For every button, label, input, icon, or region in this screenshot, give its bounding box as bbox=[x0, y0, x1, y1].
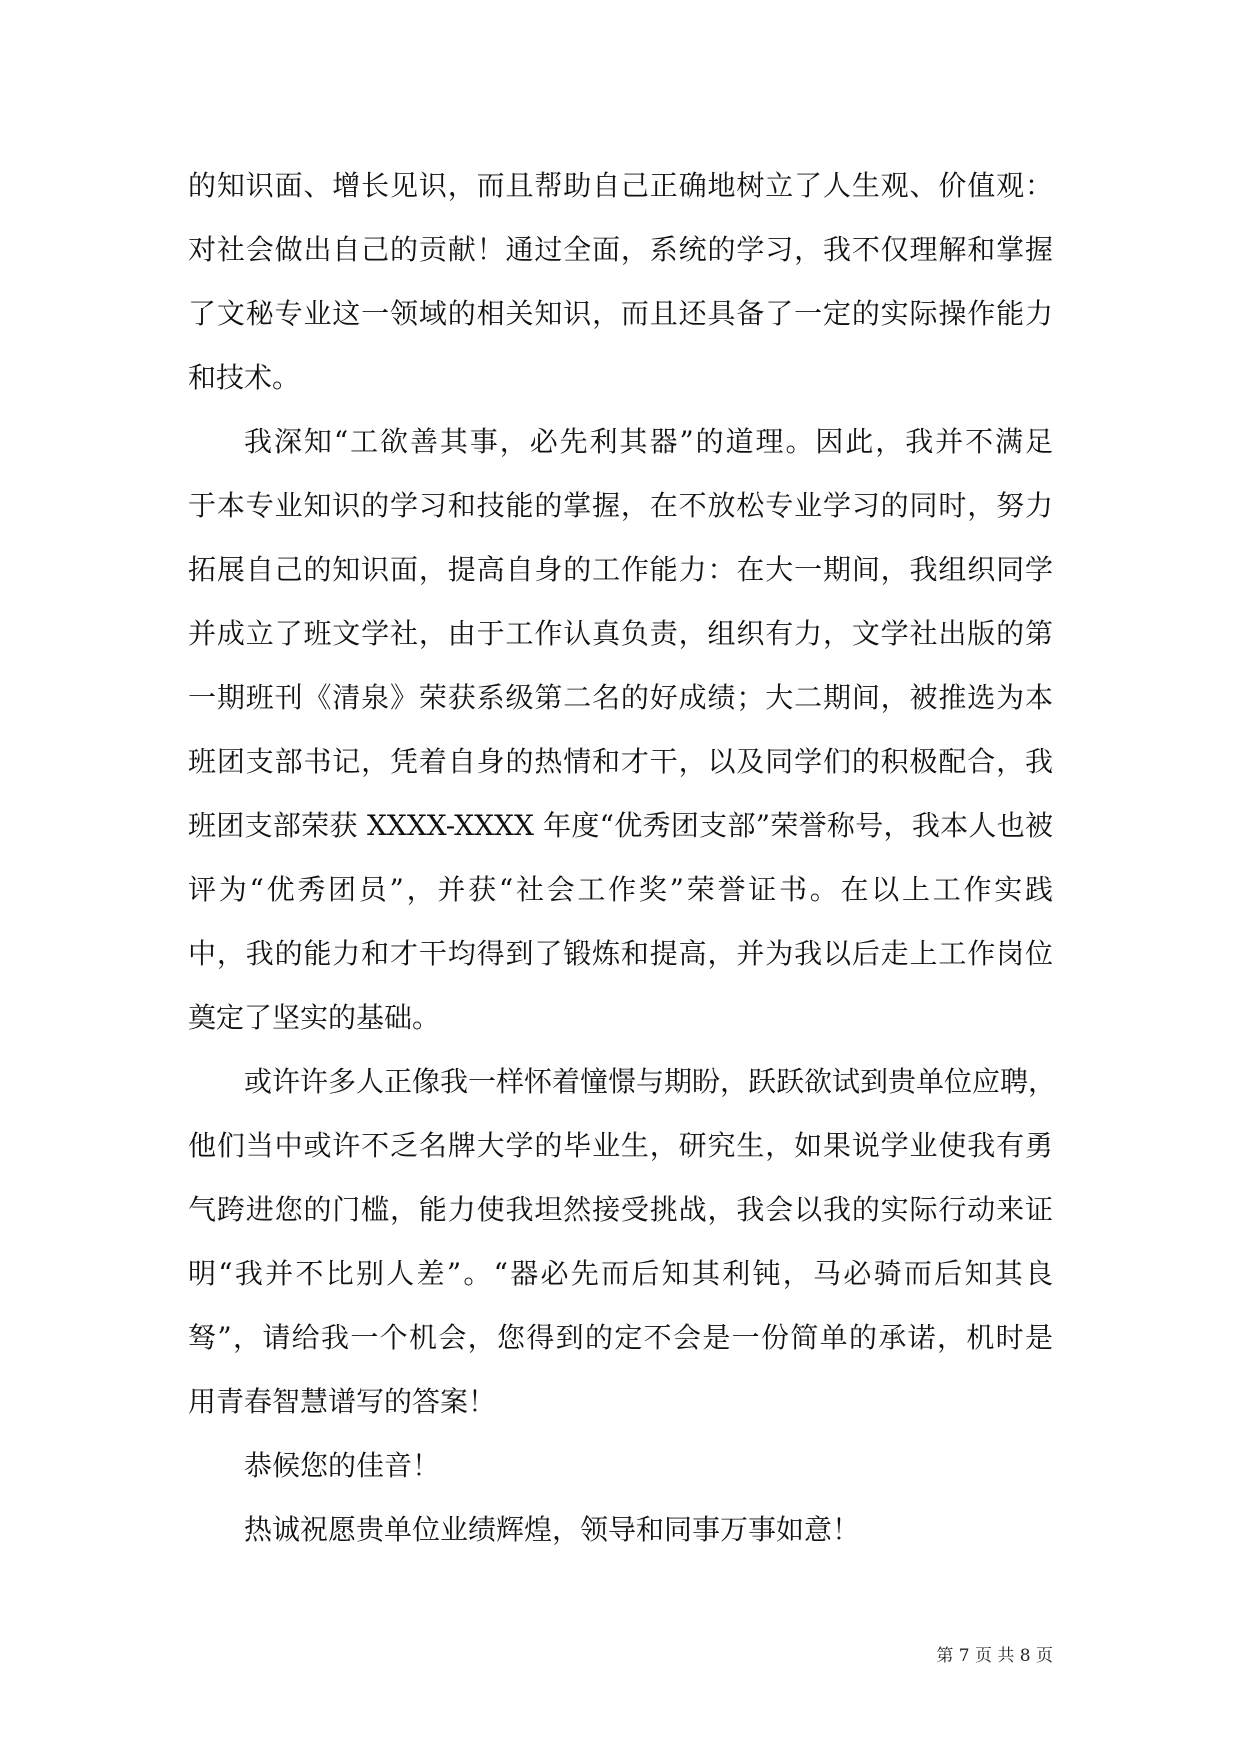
paragraph-line: 中，我的能力和才干均得到了锻炼和提高，并为我以后走上工作岗位 bbox=[188, 937, 1053, 970]
paragraph-line: 一期班刊《清泉》荣获系级第二名的好成绩；大二期间，被推选为本 bbox=[188, 681, 1053, 714]
closing-line: 热诚祝愿贵单位业绩辉煌，领导和同事万事如意！ bbox=[244, 1513, 861, 1546]
paragraph-line: 奠定了坚实的基础。 bbox=[188, 1001, 441, 1034]
paragraph-line: 的知识面、增长见识，而且帮助自己正确地树立了人生观、价值观： bbox=[188, 169, 1053, 202]
paragraph-line: 和技术。 bbox=[188, 361, 301, 394]
paragraph-line: 驽”，请给我一个机会，您得到的定不会是一份简单的承诺，机时是 bbox=[188, 1321, 1053, 1354]
paragraph-line: 评为“优秀团员”，并获“社会工作奖”荣誉证书。在以上工作实践 bbox=[188, 873, 1053, 906]
paragraph-line: 他们当中或许不乏名牌大学的毕业生，研究生，如果说学业使我有勇 bbox=[188, 1129, 1053, 1162]
paragraph-line: 我深知“工欲善其事，必先利其器”的道理。因此，我并不满足 bbox=[244, 425, 1053, 458]
closing-line: 恭候您的佳音！ bbox=[244, 1449, 441, 1482]
paragraph-line: 了文秘专业这一领域的相关知识，而且还具备了一定的实际操作能力 bbox=[188, 297, 1053, 330]
paragraph-line: 明“我并不比别人差”。“器必先而后知其利钝，马必骑而后知其良 bbox=[188, 1257, 1053, 1290]
paragraph-line: 或许许多人正像我一样怀着憧憬与期盼，跃跃欲试到贵单位应聘， bbox=[244, 1065, 1057, 1098]
paragraph-line: 对社会做出自己的贡献！通过全面，系统的学习，我不仅理解和掌握 bbox=[188, 233, 1053, 266]
document-body bbox=[188, 154, 1057, 1562]
paragraph-line: 用青春智慧谱写的答案！ bbox=[188, 1385, 497, 1418]
paragraph-line: 班团支部书记，凭着自身的热情和才干，以及同学们的积极配合，我 bbox=[188, 745, 1053, 778]
paragraph-line: 于本专业知识的学习和技能的掌握，在不放松专业学习的同时，努力 bbox=[188, 489, 1053, 522]
paragraph-line: 并成立了班文学社，由于工作认真负责，组织有力，文学社出版的第 bbox=[188, 617, 1053, 650]
paragraph-line: 气跨进您的门槛，能力使我坦然接受挑战，我会以我的实际行动来证 bbox=[188, 1193, 1053, 1226]
paragraph-line: 班团支部荣获 XXXX-XXXX 年度“优秀团支部”荣誉称号，我本人也被 bbox=[188, 809, 1053, 842]
paragraph-line: 拓展自己的知识面，提高自身的工作能力：在大一期间，我组织同学 bbox=[188, 553, 1053, 586]
page-number: 第 7 页 共 8 页 bbox=[936, 1646, 1053, 1666]
